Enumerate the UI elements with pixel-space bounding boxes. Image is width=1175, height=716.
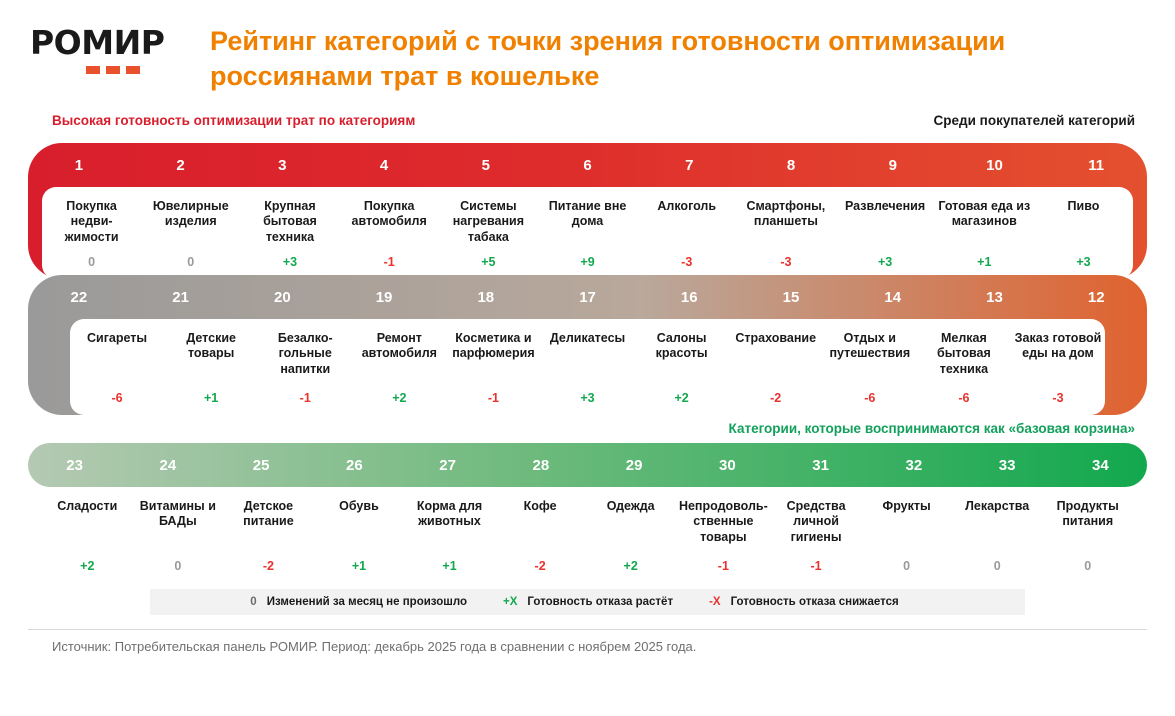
rank-cell: 8 xyxy=(786,156,796,174)
rank-cell: 21 xyxy=(172,288,189,306)
caption-basic-basket: Категории, которые воспринимаются как «базовая корзина» xyxy=(728,421,1135,437)
category-cell xyxy=(141,187,240,279)
category-label: Смартфоны, планшеты xyxy=(746,199,826,229)
card-red xyxy=(42,187,1133,279)
logo-dots-icon xyxy=(86,66,210,74)
category-delta: +5 xyxy=(481,255,496,270)
category-delta: +3 xyxy=(877,255,893,270)
category-delta: +3 xyxy=(282,255,298,270)
category-delta: +1 xyxy=(977,255,992,270)
rank-cell: 19 xyxy=(375,288,393,306)
category-delta: +2 xyxy=(674,391,689,406)
category-label: Страхование xyxy=(735,331,817,346)
rank-cell: 22 xyxy=(70,288,88,306)
category-label: Обувь xyxy=(339,499,379,514)
category-cell xyxy=(736,187,835,279)
category-cell xyxy=(637,187,736,279)
rank-cell: 18 xyxy=(477,288,495,306)
category-delta: -2 xyxy=(770,391,782,406)
category-cell xyxy=(404,487,495,583)
rank-cell: 31 xyxy=(812,456,829,474)
category-label: Салоны красоты xyxy=(655,331,708,361)
category-label: Развлечения xyxy=(845,199,926,214)
category-delta: -6 xyxy=(864,391,876,406)
category-label: Питание вне дома xyxy=(548,199,627,229)
category-cell xyxy=(258,319,352,415)
rank-cell: 26 xyxy=(346,456,363,474)
rank-cell: 27 xyxy=(439,456,456,474)
category-cell xyxy=(1011,319,1105,415)
category-label: Системы нагревания табака xyxy=(452,199,524,244)
category-label: Заказ готовой еды на дом xyxy=(1014,331,1102,361)
category-cell xyxy=(352,319,446,415)
category-label: Одежда xyxy=(606,499,655,514)
card-grey-orange xyxy=(70,319,1105,415)
category-delta: -2 xyxy=(534,559,546,574)
category-label: Продукты питания xyxy=(1056,499,1119,529)
rank-cell: 10 xyxy=(986,156,1003,174)
category-delta: -1 xyxy=(299,391,311,406)
category-delta: -6 xyxy=(111,391,123,406)
category-label: Корма для животных xyxy=(416,499,483,529)
source-note: Источник: Потребительская панель РОМИР. Период: декабрь 2025 года в сравнении с ноябрем 2025 года. xyxy=(52,639,697,655)
category-delta: -6 xyxy=(958,391,970,406)
category-cell xyxy=(538,187,637,279)
category-cell xyxy=(917,319,1011,415)
category-label: Косметика и парфюмерия xyxy=(452,331,535,361)
rank-cell: 7 xyxy=(685,156,694,174)
legend-text-negative: Готовность отказа снижается xyxy=(730,596,899,609)
category-label: Ювелирные изделия xyxy=(152,199,229,229)
category-label: Безалко-гольные напитки xyxy=(277,331,333,376)
legend-text-zero: Изменений за месяц не произошло xyxy=(266,596,468,609)
header xyxy=(0,0,1175,93)
rank-cell: 2 xyxy=(176,156,185,174)
category-label: Крупная бытовая техника xyxy=(263,199,317,244)
category-delta: 0 xyxy=(88,255,96,270)
category-cell xyxy=(635,319,729,415)
category-delta: +9 xyxy=(580,255,595,270)
category-label: Покупка недви-жимости xyxy=(64,199,119,244)
legend-key-negative: -X xyxy=(709,596,721,609)
category-cell xyxy=(1042,487,1133,583)
rank-cell: 34 xyxy=(1092,456,1109,474)
category-cell xyxy=(495,487,586,583)
category-cell xyxy=(935,187,1034,279)
category-label: Покупка автомобиля xyxy=(351,199,427,229)
rank-cell: 13 xyxy=(986,288,1003,306)
category-delta: -3 xyxy=(780,255,792,270)
caption-row-top xyxy=(52,113,1135,135)
category-label: Кофе xyxy=(523,499,557,514)
category-cell xyxy=(823,319,917,415)
band-red-bg xyxy=(28,143,1147,279)
category-cell xyxy=(1034,187,1133,279)
rank-cell: 15 xyxy=(782,288,800,306)
category-cell xyxy=(133,487,224,583)
footer-divider xyxy=(28,629,1147,630)
caption-among-buyers: Среди покупателей категорий xyxy=(933,113,1135,129)
logo-text: РОМИР xyxy=(30,23,165,62)
category-delta: +2 xyxy=(80,559,95,574)
logo xyxy=(30,22,210,74)
legend-key-zero: 0 xyxy=(250,596,257,609)
category-label: Алкоголь xyxy=(657,199,717,214)
category-label: Средства личной гигиены xyxy=(786,499,846,544)
category-label: Витамины и БАДы xyxy=(139,499,216,529)
category-delta: +3 xyxy=(580,391,595,406)
band-red xyxy=(28,143,1147,279)
band-grey-orange xyxy=(28,275,1147,415)
category-delta: +3 xyxy=(1076,255,1091,270)
rank-cell: 23 xyxy=(66,456,83,474)
rank-row-green xyxy=(28,443,1147,487)
category-delta: -1 xyxy=(487,391,499,406)
category-delta: 0 xyxy=(903,559,911,574)
category-label: Сладости xyxy=(57,499,118,514)
category-cell xyxy=(439,187,538,279)
cards-green xyxy=(28,487,1147,583)
legend xyxy=(150,589,1025,615)
category-delta: 0 xyxy=(174,559,182,574)
category-label: Детское питание xyxy=(243,499,294,529)
rank-cell: 6 xyxy=(583,156,592,174)
category-label: Детские товары xyxy=(186,331,236,361)
rank-cell: 16 xyxy=(680,288,698,306)
category-delta: -1 xyxy=(383,255,395,270)
category-cell xyxy=(540,319,634,415)
category-cell xyxy=(42,487,133,583)
rank-cell: 17 xyxy=(579,288,596,306)
category-label: Отдых и путешествия xyxy=(829,331,911,361)
rank-cell: 14 xyxy=(884,288,902,306)
category-delta: +1 xyxy=(204,391,219,406)
category-cell xyxy=(70,319,164,415)
category-cell xyxy=(952,487,1043,583)
category-label: Мелкая бытовая техника xyxy=(937,331,991,376)
category-delta: 0 xyxy=(187,255,195,270)
category-delta: +1 xyxy=(442,559,457,574)
legend-key-positive: +X xyxy=(503,596,518,609)
category-delta: 0 xyxy=(1084,559,1092,574)
category-cell xyxy=(314,487,405,583)
category-cell xyxy=(676,487,771,583)
category-delta: +2 xyxy=(623,559,638,574)
band-grey-orange-bg xyxy=(28,275,1147,415)
rank-cell: 24 xyxy=(159,456,177,474)
category-cell xyxy=(164,319,258,415)
category-delta: 0 xyxy=(993,559,1001,574)
category-cell xyxy=(861,487,952,583)
category-cell xyxy=(240,187,339,279)
category-cell xyxy=(340,187,439,279)
category-label: Деликатесы xyxy=(549,331,626,346)
rank-cell: 29 xyxy=(625,456,643,474)
category-cell xyxy=(446,319,540,415)
rank-cell: 20 xyxy=(273,288,291,306)
band-green xyxy=(28,443,1147,487)
category-cell xyxy=(836,187,935,279)
rank-cell: 1 xyxy=(74,156,84,174)
rank-row-red xyxy=(28,143,1147,187)
category-cell xyxy=(585,487,676,583)
category-label: Фрукты xyxy=(882,499,931,514)
rank-cell: 33 xyxy=(998,456,1016,474)
rank-cell: 30 xyxy=(719,456,736,474)
rank-cell: 32 xyxy=(905,456,923,474)
category-delta: +1 xyxy=(351,559,367,574)
category-label: Ремонт автомобиля xyxy=(361,331,437,361)
rank-cell: 28 xyxy=(532,456,550,474)
category-label: Лекарства xyxy=(965,499,1030,514)
category-cell xyxy=(223,487,314,583)
category-delta: -1 xyxy=(717,559,729,574)
legend-text-positive: Готовность отказа растёт xyxy=(527,596,674,609)
category-label: Сигареты xyxy=(87,331,148,346)
category-cell xyxy=(42,187,141,279)
category-cell xyxy=(771,487,862,583)
rank-cell: 12 xyxy=(1087,288,1105,306)
band-green-bg xyxy=(28,443,1147,487)
rank-cell: 25 xyxy=(252,456,270,474)
category-label: Пиво xyxy=(1067,199,1100,214)
caption-row-green xyxy=(52,421,1135,439)
rank-row-grey xyxy=(28,275,1147,319)
rank-cell: 5 xyxy=(481,156,490,174)
category-label: Готовая еда из магазинов xyxy=(938,199,1031,229)
rank-cell: 11 xyxy=(1088,156,1105,174)
category-cell xyxy=(729,319,823,415)
category-delta: -2 xyxy=(262,559,274,574)
caption-high-readiness: Высокая готовность оптимизации трат по категориям xyxy=(52,113,416,129)
category-delta: +2 xyxy=(392,391,407,406)
rank-cell: 3 xyxy=(278,156,287,174)
rank-cell: 9 xyxy=(888,156,897,174)
category-delta: -3 xyxy=(1052,391,1064,406)
category-label: Непродоволь-ственные товары xyxy=(678,499,768,544)
rank-cell: 4 xyxy=(379,156,389,174)
category-delta: -1 xyxy=(810,559,822,574)
page-title: Рейтинг категорий с точки зрения готовности оптимизации россиянами трат в кошельке xyxy=(210,26,1006,91)
category-delta: -3 xyxy=(681,255,693,270)
